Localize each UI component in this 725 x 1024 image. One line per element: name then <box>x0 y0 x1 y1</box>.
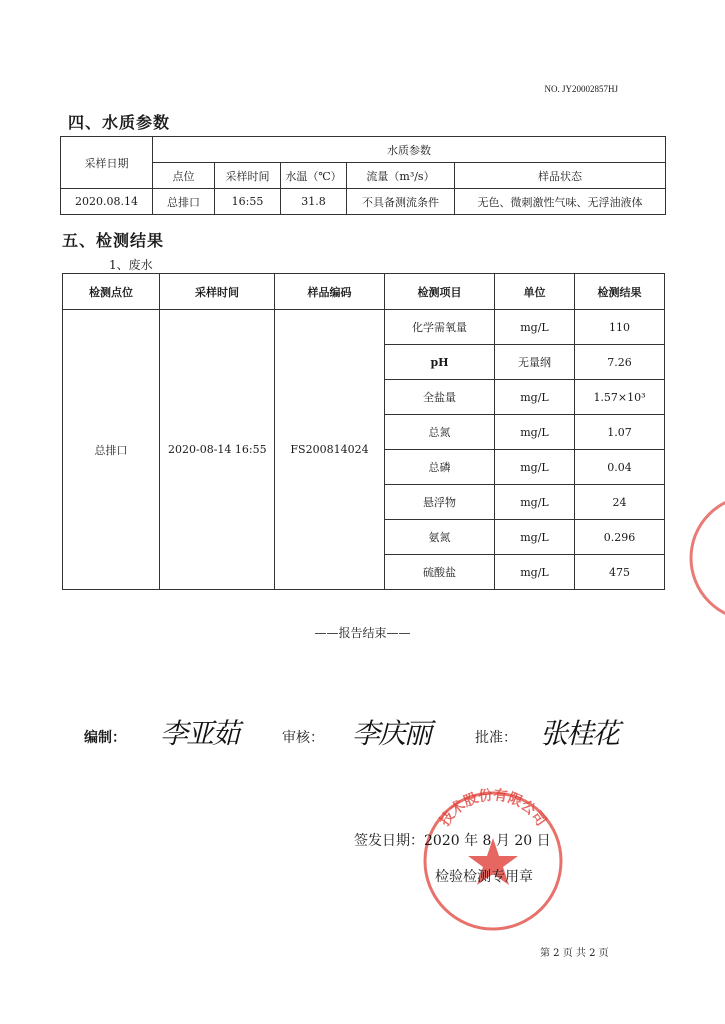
page-number: 第 2 页 共 2 页 <box>540 948 609 959</box>
cell-sample-code: FS200814024 <box>275 310 385 590</box>
cell-result: 1.57×10³ <box>575 380 665 415</box>
header-sampling-date: 采样日期 <box>61 137 153 189</box>
cell-unit: mg/L <box>495 415 575 450</box>
cell-unit: mg/L <box>495 520 575 555</box>
seal-caption: 检验检测专用章 <box>435 869 533 885</box>
section-4-title: 四、水质参数 <box>68 113 171 132</box>
cell-unit: mg/L <box>495 310 575 345</box>
cell-item: 氨氮 <box>385 520 495 555</box>
cell-unit: mg/L <box>495 485 575 520</box>
header-test-point: 检测点位 <box>63 274 160 310</box>
cell-item: 总磷 <box>385 450 495 485</box>
page-edge-seal <box>678 488 725 628</box>
cell-test-point: 总排口 <box>63 310 160 590</box>
header-sampling-time: 采样时间 <box>160 274 275 310</box>
cell-unit: 无量纲 <box>495 345 575 380</box>
test-results-table <box>62 273 665 590</box>
header-water-parameters: 水质参数 <box>153 137 666 163</box>
header-flow: 流量（m³/s） <box>347 163 455 189</box>
cell-sampling-time: 2020-08-14 16:55 <box>160 310 275 590</box>
header-test-item: 检测项目 <box>385 274 495 310</box>
approve-signature: 张桂花 <box>540 717 619 750</box>
water-parameter-table <box>60 136 666 215</box>
cell-flow: 不具备测流条件 <box>347 189 455 215</box>
review-label: 审核： <box>282 730 324 746</box>
section-5-subtitle: 1、废水 <box>109 258 153 272</box>
section-5-title: 五、检测结果 <box>62 231 165 250</box>
cell-temp: 31.8 <box>281 189 347 215</box>
seal-text: 技术股份有限公司 <box>437 787 549 830</box>
cell-point: 总排口 <box>153 189 215 215</box>
header-sample-code: 样品编码 <box>275 274 385 310</box>
cell-result: 0.04 <box>575 450 665 485</box>
review-signature: 李庆丽 <box>352 717 431 750</box>
cell-date: 2020.08.14 <box>61 189 153 215</box>
cell-item: pH <box>385 345 495 380</box>
cell-unit: mg/L <box>495 555 575 590</box>
report-end-text: ——报告结束—— <box>314 626 411 640</box>
cell-result: 110 <box>575 310 665 345</box>
compile-signature: 李亚茹 <box>160 717 239 750</box>
cell-item: 悬浮物 <box>385 485 495 520</box>
cell-result: 475 <box>575 555 665 590</box>
document-number: NO. JY20002857HJ <box>544 84 618 94</box>
cell-item: 总氮 <box>385 415 495 450</box>
cell-result: 7.26 <box>575 345 665 380</box>
cell-unit: mg/L <box>495 380 575 415</box>
header-water-temp: 水温（℃） <box>281 163 347 189</box>
cell-unit: mg/L <box>495 450 575 485</box>
official-seal <box>418 786 568 936</box>
header-unit: 单位 <box>495 274 575 310</box>
approve-label: 批准： <box>475 730 517 746</box>
cell-status: 无色、微刺激性气味、无浮油液体 <box>455 189 666 215</box>
header-result: 检测结果 <box>575 274 665 310</box>
header-sampling-time: 采样时间 <box>215 163 281 189</box>
issue-date: 签发日期：2020 年 8 月 20 日 <box>354 833 551 849</box>
cell-item: 硫酸盐 <box>385 555 495 590</box>
cell-result: 1.07 <box>575 415 665 450</box>
header-sample-status: 样品状态 <box>455 163 666 189</box>
cell-result: 0.296 <box>575 520 665 555</box>
cell-item: 化学需氧量 <box>385 310 495 345</box>
header-point: 点位 <box>153 163 215 189</box>
cell-result: 24 <box>575 485 665 520</box>
cell-time: 16:55 <box>215 189 281 215</box>
cell-item: 全盐量 <box>385 380 495 415</box>
compile-label: 编制： <box>84 730 126 746</box>
